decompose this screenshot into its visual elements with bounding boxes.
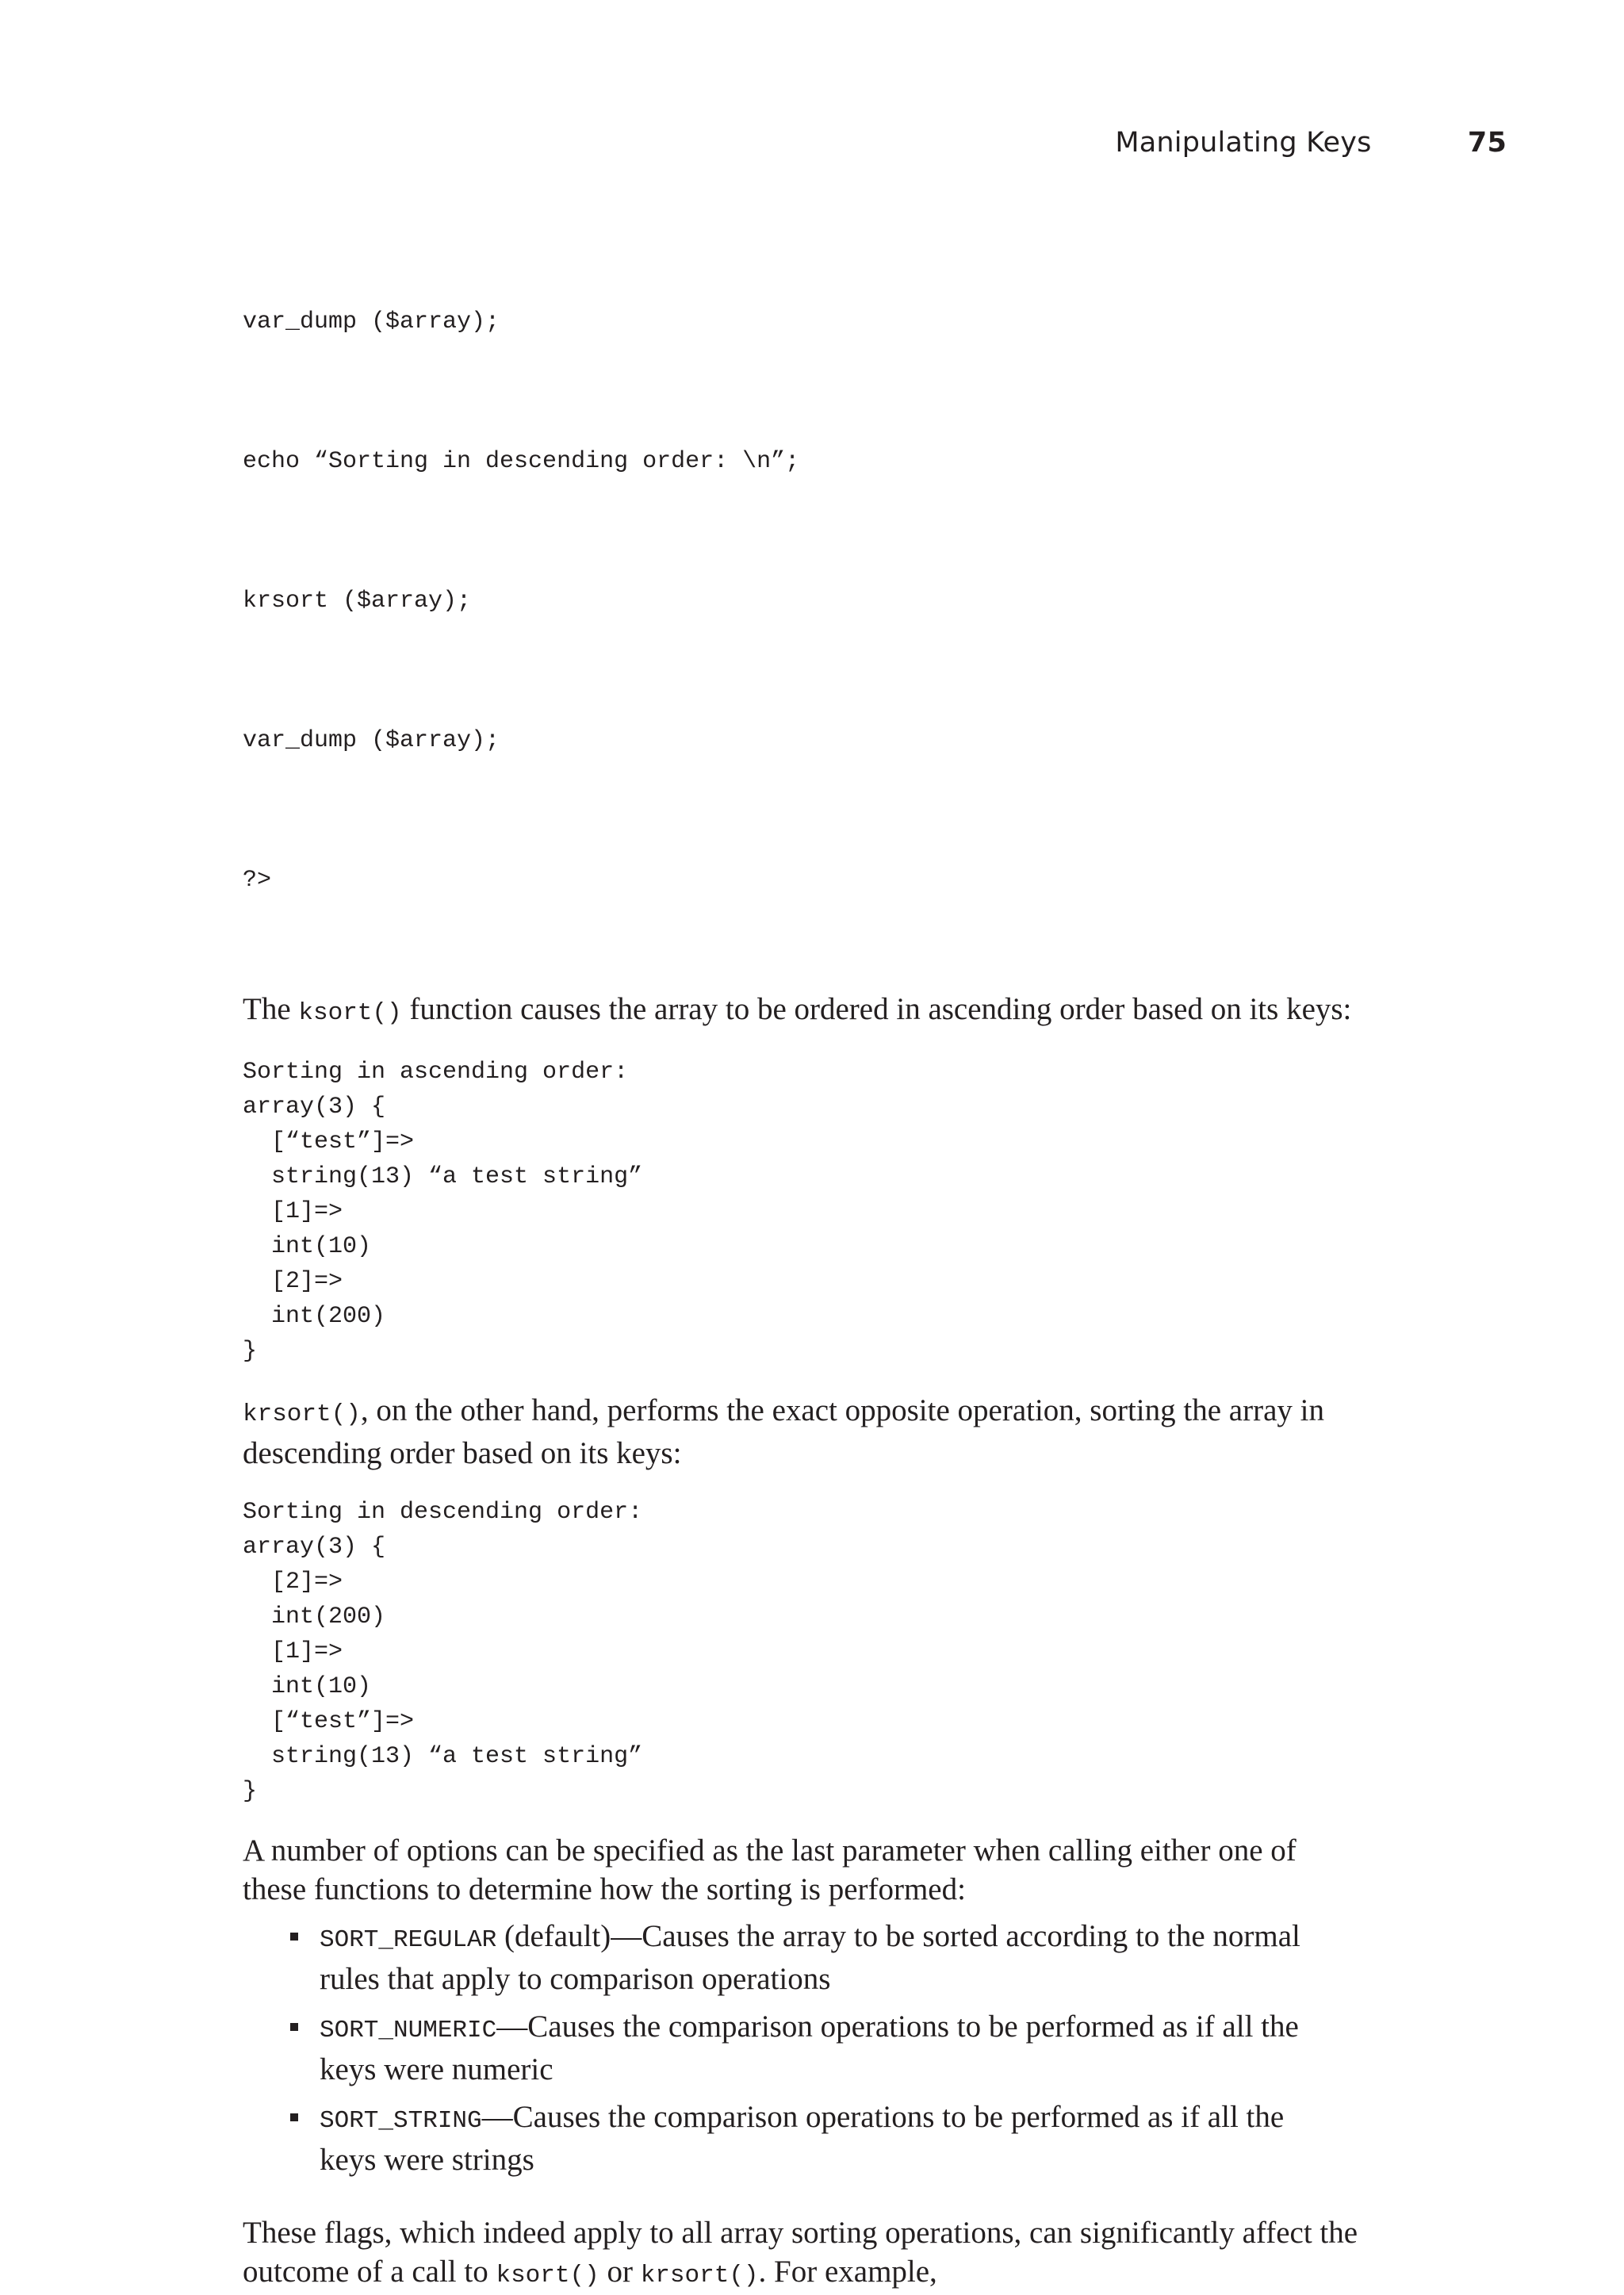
code-line: krsort ($array); xyxy=(243,588,472,615)
paragraph-text: , on the other hand, performs the exact opposite operation, sorting the array in xyxy=(360,1393,1324,1427)
list-item xyxy=(243,1917,1385,1998)
list-item-text: rules that apply to comparison operations xyxy=(320,1962,831,1996)
code-listing xyxy=(243,235,1385,967)
paragraph-text: These flags, which indeed apply to all array sorting operations, can significantly affect the xyxy=(243,2216,1358,2250)
list-item-text: (default)—Causes the array to be sorted according to the normal xyxy=(496,1919,1300,1953)
inline-code: krsort() xyxy=(640,2262,759,2289)
list-item xyxy=(243,2007,1385,2089)
output-ascending: Sorting in ascending order: array(3) { [“test”]=> string(13) “a test string” [1]=> int(10) [2]=> int(200) } xyxy=(243,1059,643,1365)
inline-code: krsort() xyxy=(243,1400,361,1428)
list-item-text: keys were strings xyxy=(320,2143,534,2177)
square-bullet-icon xyxy=(290,1933,298,1941)
sort-flags-list xyxy=(243,1917,1385,2179)
paragraph-text: The xyxy=(243,992,299,1026)
paragraph-text: these functions to determine how the sorting is performed: xyxy=(243,1872,966,1906)
code-line: var_dump ($array); xyxy=(243,727,500,754)
output-descending: Sorting in descending order: array(3) { [2]=> int(200) [1]=> int(10) [“test”]=> string(13) “a test string” } xyxy=(243,1499,643,1805)
paragraph-text: or xyxy=(599,2255,641,2289)
code-line: ?> xyxy=(243,867,272,894)
code-line: var_dump ($array); xyxy=(243,308,500,335)
paragraph-flags xyxy=(243,2213,1385,2295)
square-bullet-icon xyxy=(290,2023,298,2031)
page-content xyxy=(243,235,1385,2295)
inline-code: ksort() xyxy=(496,2262,599,2289)
list-item-text: —Causes the comparison operations to be performed as if all the xyxy=(496,2010,1299,2044)
inline-code: SORT_NUMERIC xyxy=(320,2017,497,2044)
list-item-text: keys were numeric xyxy=(320,2052,553,2086)
code-line: echo “Sorting in descending order: \n”; xyxy=(243,448,800,475)
inline-code: SORT_REGULAR xyxy=(320,1926,497,1954)
paragraph-text: outcome of a call to xyxy=(243,2255,496,2289)
paragraph-text: . For example, xyxy=(758,2255,937,2289)
list-item xyxy=(243,2098,1385,2179)
paragraph-ksort xyxy=(243,990,1385,1033)
paragraph-text: A number of options can be specified as the last parameter when calling either one of xyxy=(243,1833,1297,1868)
inline-code: SORT_STRING xyxy=(320,2107,482,2135)
inline-code: ksort() xyxy=(298,999,402,1027)
paragraph-text: descending order based on its keys: xyxy=(243,1436,682,1470)
paragraph-krsort xyxy=(243,1391,1385,1473)
paragraph-text: function causes the array to be ordered in ascending order based on its keys: xyxy=(401,992,1352,1026)
chapter-title: Manipulating Keys xyxy=(1115,127,1372,159)
page-number: 75 xyxy=(1467,127,1507,159)
running-header xyxy=(1115,127,1507,159)
square-bullet-icon xyxy=(290,2113,298,2121)
list-item-text: —Causes the comparison operations to be performed as if all the xyxy=(481,2100,1285,2134)
paragraph-options xyxy=(243,1831,1385,1909)
